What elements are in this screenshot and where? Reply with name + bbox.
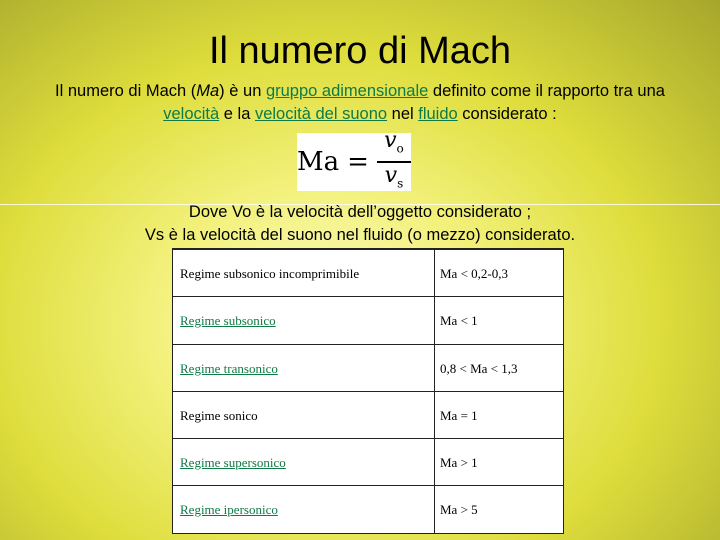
link-velocita-del-suono[interactable]: velocità del suono [254,105,388,123]
regime-name: Regime subsonico incomprimibile [180,265,360,281]
regime-condition: Ma > 1 [440,454,478,470]
intro-text-2: ) è un [219,82,266,100]
description-line-1: Dove Vo è la velocità dell’oggetto considerato ; [188,203,532,221]
intro-text-4: e la [219,105,255,123]
formula-numerator: $v_o$ [384,127,404,155]
intro-text-5: nel [387,105,419,123]
table-row [173,485,563,533]
regime-name: Regime sonico [180,407,258,423]
regime-name-link[interactable]: Regime subsonico [180,312,276,328]
table-row [173,438,563,486]
formula-fraction [377,129,411,196]
regime-name-link[interactable]: Regime transonico [180,360,278,376]
table-row [173,249,563,297]
slide-title: Il numero di Mach [208,30,511,72]
intro-text-1: Il numero di Mach ( [55,82,197,100]
formula-lhs: Ma [297,147,340,177]
formula-denominator: $v_s$ [384,163,404,191]
regime-name-link[interactable]: Regime supersonico [180,454,286,470]
regime-condition: Ma > 5 [440,501,478,517]
link-velocita[interactable]: velocità [163,105,220,123]
regime-condition: Ma < 0,2-0,3 [440,265,508,281]
formula-equals: = [347,147,369,177]
regime-condition: Ma = 1 [440,407,478,423]
regime-condition: Ma < 1 [440,312,478,328]
table-row [173,391,563,439]
regimes-table [172,248,564,534]
intro-text-6: considerato : [457,105,557,123]
regime-condition: 0,8 < Ma < 1,3 [440,360,518,376]
intro-text-3: definito come il rapporto tra una [428,82,665,100]
regime-name-link[interactable]: Regime ipersonico [180,501,278,517]
intro-paragraph [10,80,710,126]
intro-ma-symbol: Ma [196,82,220,100]
table-row [173,296,563,344]
table-row [173,344,563,392]
link-fluido[interactable]: fluido [418,105,458,123]
mach-formula [297,127,411,191]
link-gruppo-adimensionale[interactable]: gruppo adimensionale [265,82,429,100]
description [0,201,720,247]
description-line-2: Vs è la velocità del suono nel fluido (o mezzo) considerato. [144,226,576,244]
